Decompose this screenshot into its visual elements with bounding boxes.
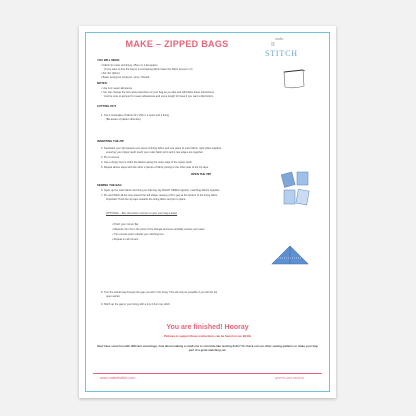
step-4: 4. Use a zipper foot to stitch the fabrics along the outer edge of the zipper teeth bbox=[101, 161, 192, 164]
step-6: 6. Open up the main fabric and lining so that they lay RIGHT SIDES together, matching fabrics together. bbox=[101, 189, 221, 192]
need-item: • Basic sewing kit (scissors / pins / thread) bbox=[101, 76, 150, 79]
you-will-need-heading: YOU WILL NEED: bbox=[97, 58, 121, 62]
step-1-note: (Be aware of pattern direction) bbox=[106, 118, 141, 121]
step-2-cont: ensuring your zipper teeth touch your outer fabric print and it raw edges are together bbox=[106, 151, 203, 154]
instruction-sheet bbox=[79, 26, 336, 398]
page-title: MAKE – ZIPPED BAGS bbox=[125, 39, 229, 49]
note-item: Just be sure to account for seam allowances and some length for base if you want a flat bottom. bbox=[104, 95, 215, 98]
step-1: 1. Cut 4 rectangles of fabric 20 x 25cm: 2 outer and 2 lining bbox=[101, 114, 169, 117]
cutting-out-heading: CUTTING OUT bbox=[97, 104, 117, 108]
step-5: 5. Repeat above steps with the other 2 pieces of fabric joining to the other side of the zip tape. bbox=[101, 166, 209, 169]
boxed-corner-illustration bbox=[270, 244, 310, 266]
step-3: 3. Pin to secure bbox=[101, 156, 120, 159]
logo-it-text: it bbox=[271, 40, 275, 48]
sewing-bag-heading: SEWING THE BAG bbox=[97, 183, 122, 187]
blog-pictures-link[interactable]: Pictures to support these instructions can be found on our BLOG bbox=[163, 334, 252, 338]
optional-heading: OPTIONAL – Box the bottom corners to give your bag a base! bbox=[106, 212, 178, 215]
need-item: • Zip: 8in (20cm) bbox=[101, 72, 120, 75]
optional-item: • Trim excess point outside your stitching line bbox=[112, 233, 164, 236]
step-8: 8. Turn the whole bag through the gap you left in the lining. This will only be possible if you left the zip bbox=[101, 291, 218, 294]
open-zip-note: OPEN THE ZIP! bbox=[191, 172, 212, 176]
step-7-important: Important: Push the zip tape towards the lining fabric and pin in place. bbox=[106, 198, 187, 201]
inserting-zip-heading: INSERTING THE ZIP bbox=[97, 139, 124, 143]
step-2: 2. Sandwich your zip between one piece of lining fabric and one piece of outer fabric, right sides together, bbox=[101, 147, 222, 150]
notes-heading: NOTES: bbox=[97, 81, 108, 85]
need-item: (If you want to line the bag in a contrasting fabric halve the fabric amount x 2) bbox=[104, 68, 193, 71]
footer-social-handle[interactable]: @STITCHSTUDIOUK bbox=[275, 376, 305, 380]
logo-make-text: make bbox=[275, 36, 284, 41]
optional-item: • Measure 2cm from the point of the triangle and sew vertically across your seam bbox=[112, 228, 205, 231]
step-7: 7. Pin and Stitch all the way around the full shape, leaving a 5cm gap at the bottom of the lining fabric. bbox=[101, 194, 218, 197]
zipped-bag-illustration bbox=[282, 68, 306, 90]
step-8-cont: open earlier. bbox=[106, 295, 121, 298]
logo-stitch-text: STITCH bbox=[265, 49, 298, 58]
note-item: • Use 1cm seam allowance bbox=[101, 87, 133, 90]
footer-divider bbox=[93, 373, 322, 374]
closing-text: Now have some fun with different sized bags, how about making a small one to sit inside like nesting dolls? Or check out our other sewing patterns to make your bag part of a great matching set. bbox=[97, 344, 318, 352]
need-item: • Fabric for outer and lining: 25cm or 1 fat quarter bbox=[101, 64, 158, 67]
finished-heading: You are finished! Hooray bbox=[166, 324, 249, 331]
note-item: • You can change the size and proportions of your bag as you like and still follow these instructions. bbox=[101, 91, 215, 94]
step-9: 9. Stitch up the gap in your lining with a tiny 0.3cm top stitch. bbox=[101, 303, 171, 306]
fabric-rectangles-illustration bbox=[281, 171, 311, 207]
footer-website[interactable]: www.makeitstitch.com bbox=[100, 376, 136, 380]
optional-item: • Repeat on all corners bbox=[112, 238, 139, 241]
optional-item: • Pinch your corner flat bbox=[112, 223, 139, 226]
